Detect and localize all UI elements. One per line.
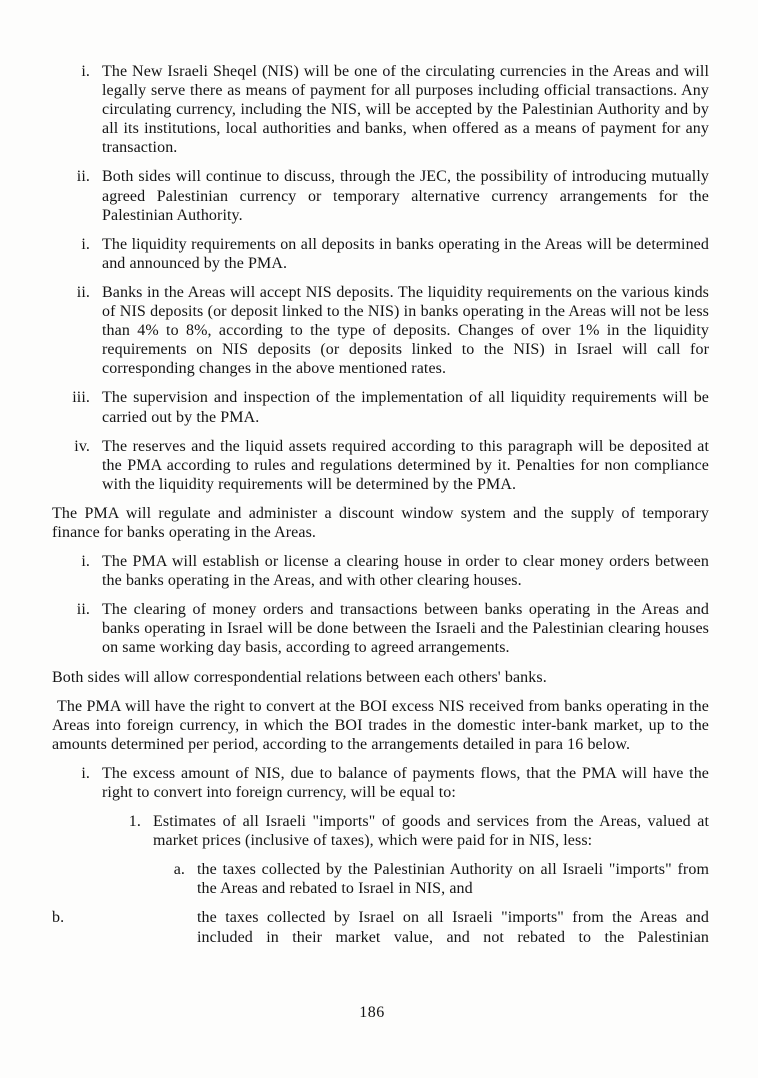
- list-item-text: Both sides will continue to discuss, through the JEC, the possibility of introducing mutually agreed Palestinian currency or temporary alternative currency arrangements for the Palestinian Authority.: [102, 168, 709, 224]
- paragraph-text: The PMA will regulate and administer a discount window system and the supply of temporary finance for banks operating in the Areas.: [52, 504, 709, 541]
- list-item: [52, 437, 709, 494]
- list-item-text: The excess amount of NIS, due to balance of payments flows, that the PMA will have the right to convert into foreign currency, will be equal to:: [102, 764, 709, 801]
- list-item: [52, 283, 709, 378]
- page-number: 186: [359, 1004, 385, 1021]
- list-item-text: The clearing of money orders and transactions between banks operating in the Areas and banks operating in Israel will be done between the Israeli and the Palestinian clearing houses on same working day basis, according to agreed arrangements.: [102, 601, 709, 657]
- list-item-text: the taxes collected by the Palestinian Authority on all Israeli "imports" from the Areas and rebated to Israel in NIS, and: [197, 861, 709, 898]
- list-item-text: The supervision and inspection of the implementation of all liquidity requirements will be carried out by the PMA.: [102, 389, 709, 426]
- list-item: [52, 908, 709, 946]
- list-item: [52, 552, 709, 590]
- list-item: [52, 812, 709, 850]
- paragraph: [52, 668, 709, 687]
- list-marker: i.: [81, 553, 90, 571]
- list-marker: b.: [52, 909, 65, 927]
- list-item: [52, 388, 709, 426]
- list-item-text: The reserves and the liquid assets required according to this paragraph will be deposited at the PMA according to rules and regulations determined by it. Penalties for non compliance with the liquidity requirements will be determined by the PMA.: [102, 437, 709, 493]
- list-marker: a.: [173, 861, 185, 879]
- list-marker: i.: [81, 63, 90, 80]
- paragraph-text: Both sides will allow correspondential relations between each others' banks.: [52, 668, 547, 686]
- paragraph-text: The PMA will have the right to convert at the BOI excess NIS received from banks operating in the Areas into foreign currency, in which the BOI trades in the domestic inter-bank market, up to the amounts determined per period, according to the arrangements detailed in para 16 below.: [52, 697, 709, 753]
- paragraph: [52, 504, 709, 542]
- list-item-text: Estimates of all Israeli "imports" of goods and services from the Areas, valued at market prices (inclusive of taxes), which were paid for in NIS, less:: [153, 813, 709, 850]
- list-marker: iv.: [74, 437, 90, 455]
- document-body: [52, 62, 709, 957]
- list-marker: 1.: [128, 813, 141, 831]
- list-marker: iii.: [72, 389, 90, 407]
- list-marker: ii.: [76, 601, 90, 619]
- list-item: [52, 167, 709, 224]
- list-item-text: the taxes collected by Israel on all Israeli "imports" from the Areas and included in their market value, and not rebated to the Palestinian: [197, 909, 709, 946]
- list-marker: i.: [81, 235, 90, 253]
- list-marker: ii.: [76, 168, 90, 186]
- list-item: [52, 62, 709, 157]
- list-item: [52, 235, 709, 273]
- list-marker: i.: [81, 764, 90, 782]
- list-item: [52, 600, 709, 657]
- list-item: [52, 860, 709, 898]
- list-item-text: The PMA will establish or license a clearing house in order to clear money orders between the banks operating in the Areas, and with other clearing houses.: [102, 553, 709, 590]
- list-item-text: The liquidity requirements on all deposits in banks operating in the Areas will be determined and announced by the PMA.: [102, 235, 709, 272]
- list-item: [52, 764, 709, 802]
- list-item-text: Banks in the Areas will accept NIS deposits. The liquidity requirements on the various kinds of NIS deposits (or deposit linked to the NIS) in banks operating in the Areas will not be less than 4% to 8%, according to the type of deposits. Changes of over 1% in the liquidity requirements on NIS deposits (or deposits linked to the NIS) in Israel will call for corresponding changes in the above mentioned rates.: [102, 283, 709, 378]
- paragraph: [52, 697, 709, 754]
- list-item-text: The New Israeli Sheqel (NIS) will be one of the circulating currencies in the Areas and will legally serve there as means of payment for all purposes including official transactions. Any circulating currency, including the NIS, will be accepted by the Palestinian Authority and by all its institutions, local authorities and banks, when offered as a means of payment for any transaction.: [102, 63, 709, 157]
- list-marker: ii.: [76, 283, 90, 301]
